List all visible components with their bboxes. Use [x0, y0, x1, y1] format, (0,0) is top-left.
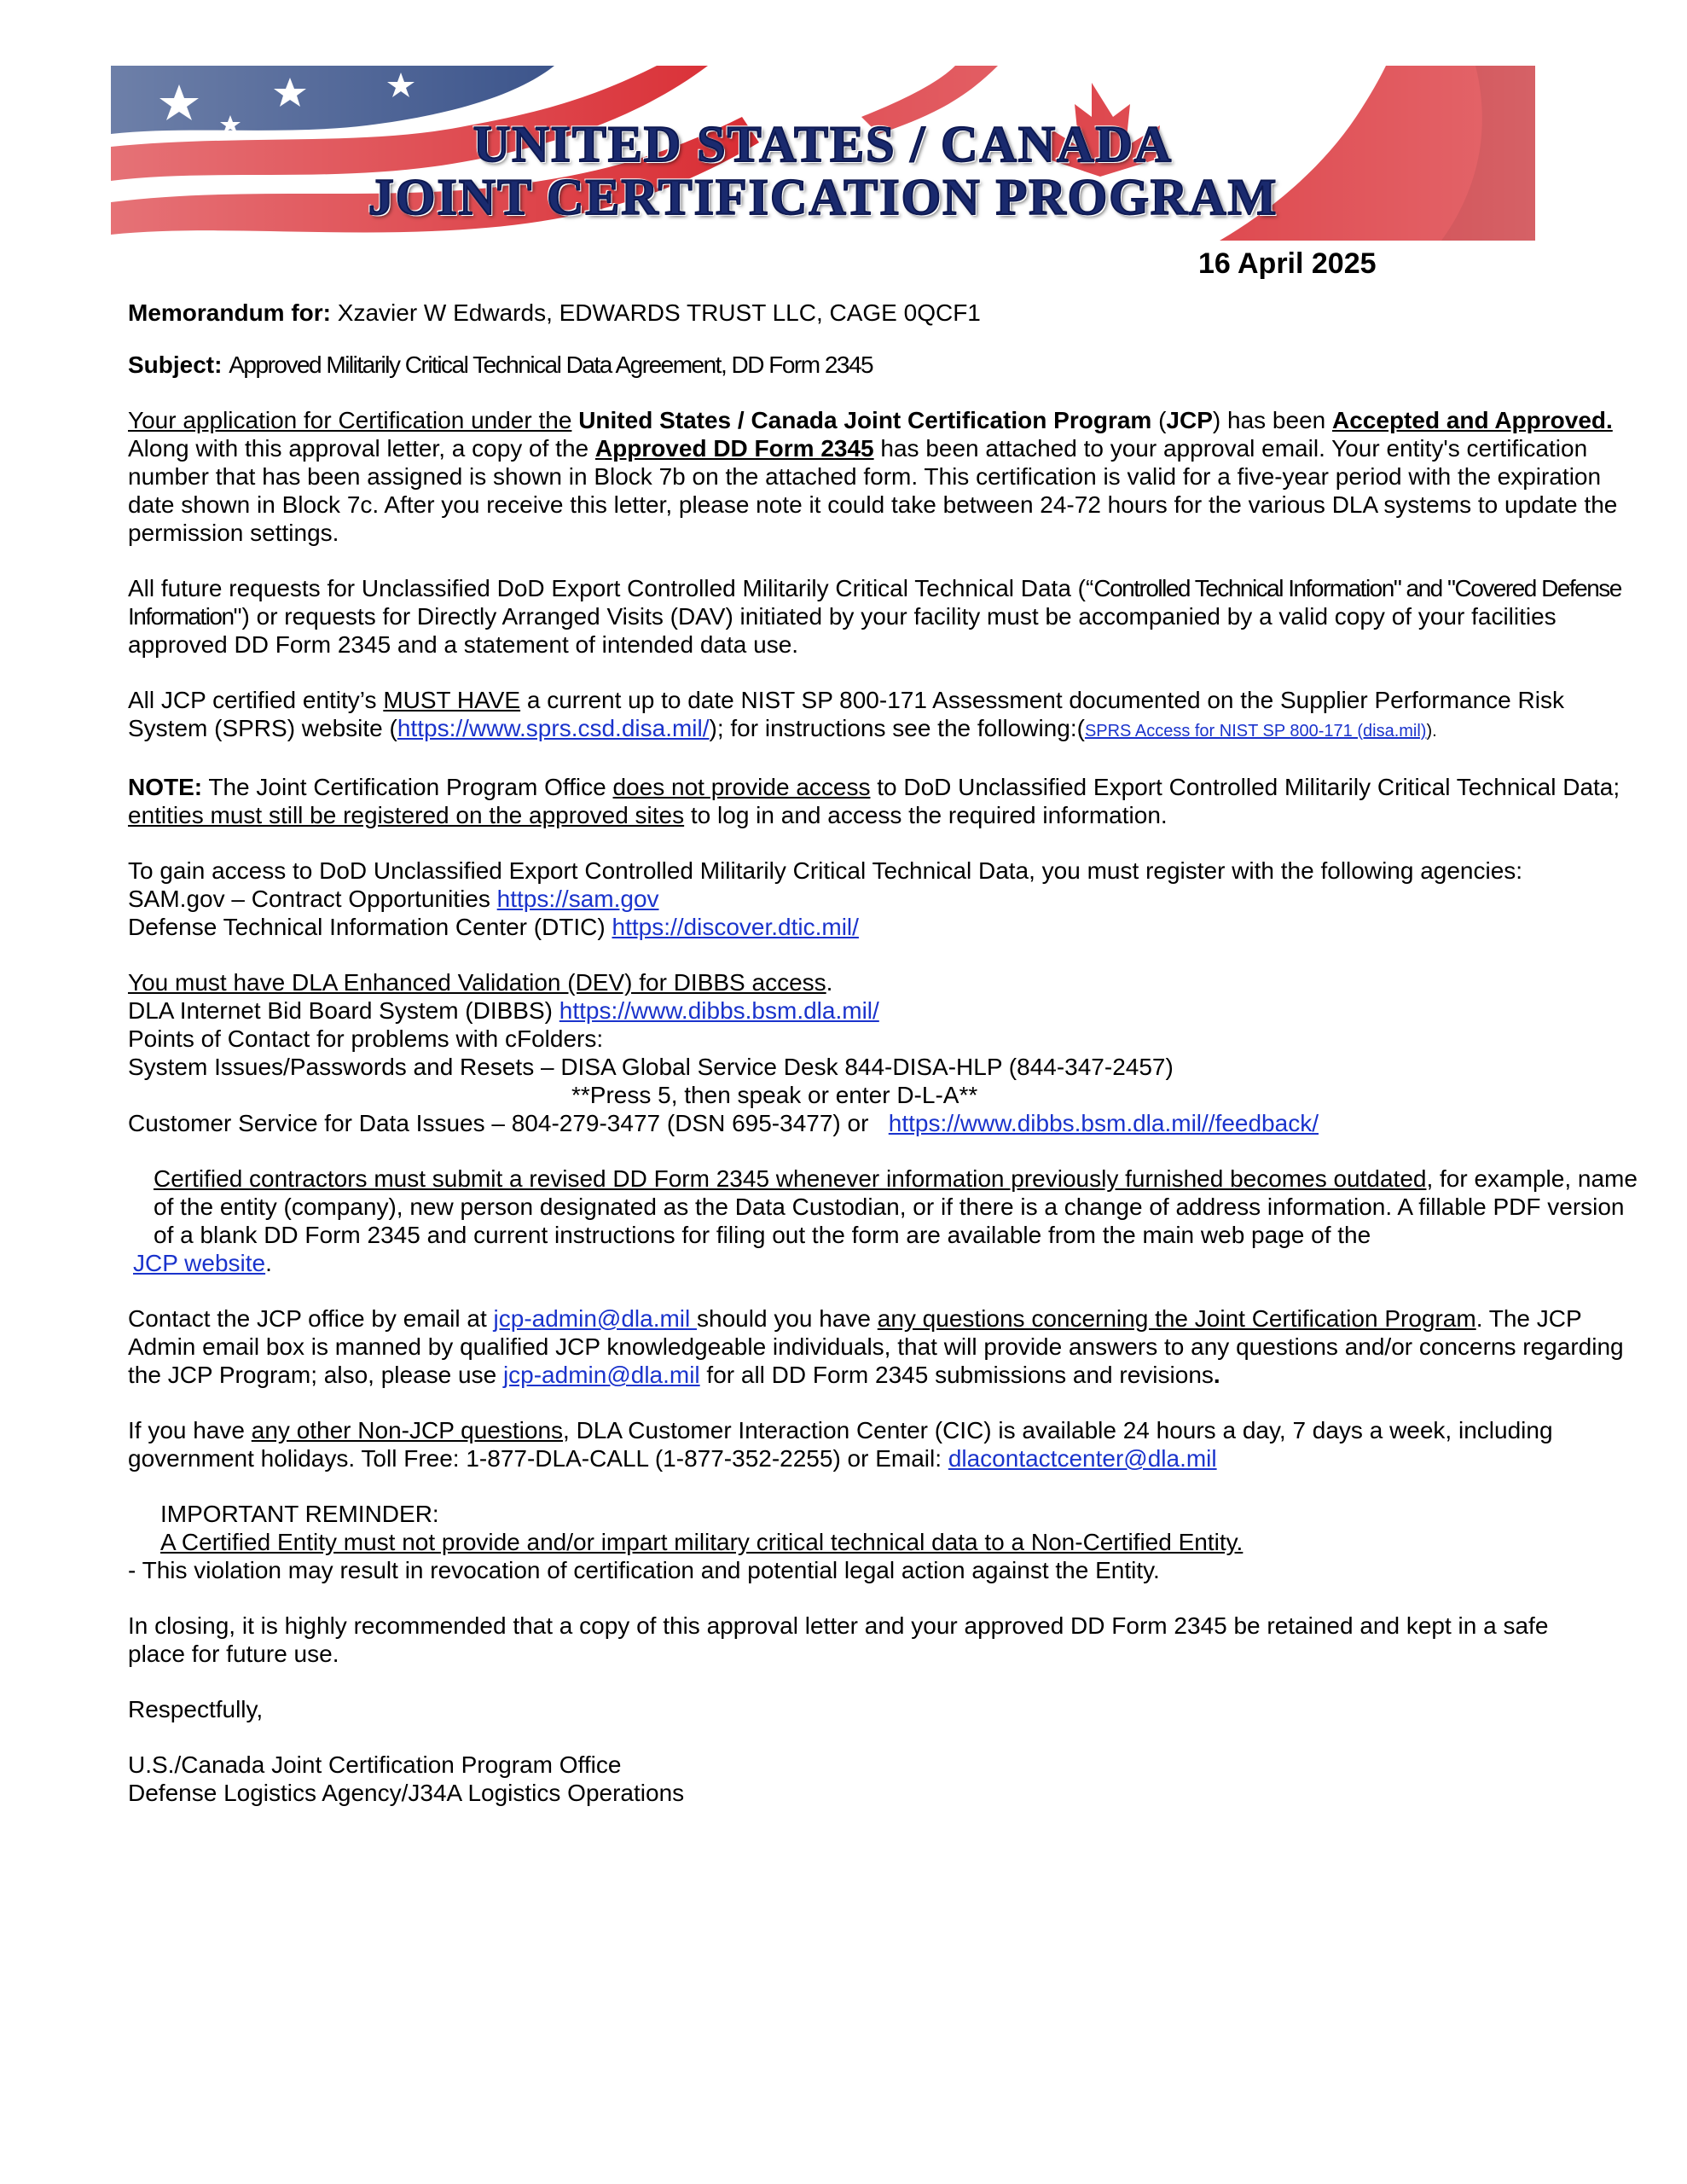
subject-label: Subject:: [128, 351, 223, 378]
memo-label: Memorandum for:: [128, 299, 331, 326]
p1-g: Along with this approval letter, a copy of the: [128, 435, 595, 462]
p8-f: .: [1213, 1362, 1220, 1388]
p8-d: . The JCP Admin email box is manned by qualified JCP knowledgeable individuals, that will provide answers to any questions and/or concerns regarding the JCP Program; also, please use: [128, 1305, 1624, 1388]
p3-e: ); for instructions see the following:(: [709, 715, 1085, 741]
contact-paragraph: [128, 1304, 1629, 1389]
dibbs-link[interactable]: https://www.dibbs.bsm.dla.mil/: [559, 997, 879, 1024]
banner-title-line1: UNITED STATES / CANADA: [472, 116, 1174, 172]
closing-paragraph: In closing, it is highly recommended that a copy of this approval letter and your approved DD Form 2345 be retained and kept in a safe place for future use.: [128, 1612, 1549, 1667]
p2-b: Controlled Technical Information" and "Covered Defense Information: [128, 575, 1621, 630]
letter-date: 16 April 2025: [1198, 247, 1377, 280]
dtic-link[interactable]: https://discover.dtic.mil/: [612, 914, 859, 940]
p2-c: ") or requests for Directly Arranged Visits (DAV) initiated by your facility must be accompanied by a valid copy of your facilities approved DD Form 2345 and a statement of intended data use.: [128, 603, 1557, 658]
p7-end: .: [265, 1250, 272, 1276]
dibbs-paragraph: [128, 968, 1629, 1137]
note-paragraph: [128, 773, 1629, 829]
cic-paragraph: [128, 1416, 1629, 1472]
p1-program-name: United States / Canada Joint Certification Program: [578, 407, 1152, 433]
subject-value: Approved Militarily Critical Technical Data Agreement, DD Form 2345: [229, 351, 873, 378]
signature-line1: U.S./Canada Joint Certification Program Office: [128, 1751, 622, 1778]
respectfully: Respectfully,: [128, 1696, 264, 1722]
p8-a: Contact the JCP office by email at: [128, 1305, 494, 1332]
reminder-line: A Certified Entity must not provide and/or impart military critical technical data to a Non-Certified Entity.: [160, 1529, 1244, 1555]
p1-e: ) has been: [1212, 407, 1332, 433]
signature-line2: Defense Logistics Agency/J34A Logistics Operations: [128, 1780, 685, 1806]
p1-c: (: [1151, 407, 1167, 433]
memorandum-body: [128, 299, 1638, 1834]
p5-intro: To gain access to DoD Unclassified Export Controlled Militarily Critical Technical Data, you must register with the following agencies:: [128, 857, 1523, 884]
p9-b: any other Non-JCP questions: [251, 1417, 564, 1443]
p4-b: The Joint Certification Program Office: [202, 774, 613, 800]
reminder-block: [128, 1500, 1629, 1584]
p1-accepted: Accepted and Approved.: [1332, 407, 1613, 433]
reminder-violation: - This violation may result in revocation of certification and potential legal action against the Entity.: [128, 1557, 1160, 1583]
reminder-title: IMPORTANT REMINDER:: [160, 1501, 439, 1527]
p2-a: All future requests for Unclassified DoD Export Controlled Militarily Critical Technical Data (“: [128, 575, 1094, 601]
sam-label: SAM.gov – Contract Opportunities: [128, 886, 497, 912]
signature-block: [128, 1751, 1629, 1807]
p4-c: does not provide access: [612, 774, 871, 800]
p8-c: any questions concerning the Joint Certification Program: [877, 1305, 1476, 1332]
system-issues-line: System Issues/Passwords and Resets – DISA Global Service Desk 844-DISA-HLP (844-347-2457): [128, 1054, 1174, 1080]
memo-recipient: Xzavier W Edwards, EDWARDS TRUST LLC, CAGE 0QCF1: [337, 299, 981, 326]
p1-a: Your application for Certification under the: [128, 407, 572, 433]
p3-a: All JCP certified entity’s: [128, 687, 384, 713]
jcp-admin-email-link[interactable]: jcp-admin@dla.mil: [493, 1305, 698, 1332]
p4-f: to log in and access the required information.: [684, 802, 1168, 828]
jcp-website-link[interactable]: JCP website: [133, 1250, 266, 1276]
note-label: NOTE:: [128, 774, 203, 800]
p3-must-have: MUST HAVE: [383, 687, 521, 713]
future-requests-paragraph: [128, 574, 1629, 659]
memo-line: [128, 299, 1629, 327]
p9-c: , DLA Customer Interaction Center (CIC) is available 24 hours a day, 7 days a week, including government holidays. Toll Free: 1-877-DLA-CALL (1-877-352-2255) or Email:: [128, 1417, 1553, 1472]
jcp-admin-email-link-2[interactable]: jcp-admin@dla.mil: [502, 1362, 700, 1388]
jcp-banner: [111, 66, 1535, 241]
p8-e: for all DD Form 2345 submissions and revisions: [699, 1362, 1214, 1388]
dev-end: .: [826, 969, 833, 996]
p8-b: should you have: [697, 1305, 878, 1332]
banner-title-line2: JOINT CERTIFICATION PROGRAM: [368, 169, 1278, 225]
p1-i: has been attached to your approval email. Your entity's certification number that has been assigned is shown in Block 7b on the attached form. This certification is valid for a five-year period with the expiration date shown in Block 7c. After you receive this letter, please note it could take between 24-72 hours for the various DLA systems to update the permission settings.: [128, 435, 1618, 546]
p4-e: entities must still be registered on the approved sites: [128, 802, 685, 828]
sprs-link[interactable]: https://www.sprs.csd.disa.mil/: [397, 715, 710, 741]
poc-line: Points of Contact for problems with cFolders:: [128, 1025, 604, 1052]
sprs-access-link[interactable]: SPRS Access for NIST SP 800-171 (disa.mil): [1084, 722, 1427, 741]
sam-link[interactable]: https://sam.gov: [496, 886, 659, 912]
p1-approved-form: Approved DD Form 2345: [594, 435, 874, 462]
approval-paragraph: [128, 406, 1629, 547]
reminder-line-wrap: [128, 1528, 1243, 1556]
dev-requirement: You must have DLA Enhanced Validation (DEV) for DIBBS access: [128, 969, 826, 996]
p3-g: ).: [1426, 722, 1437, 741]
p9-a: If you have: [128, 1417, 252, 1443]
sprs-paragraph: [128, 686, 1629, 746]
registration-paragraph: [128, 857, 1629, 941]
p3-c: a current up to date NIST SP 800-171 Assessment documented on the Supplier Performance Risk System (SPRS) website (: [128, 687, 1564, 741]
p7-a: Certified contractors must submit a revised DD Form 2345 whenever information previously furnished becomes outdated: [154, 1165, 1427, 1192]
p7-b: , for example, name of the entity (company), new person designated as the Data Custodian, or if there is a change of address information. A fillable PDF version of a blank DD Form 2345 and current instructions for filing out the form are available from the main web page of the: [154, 1165, 1638, 1248]
feedback-link[interactable]: https://www.dibbs.bsm.dla.mil//feedback/: [888, 1110, 1319, 1136]
customer-service-label: Customer Service for Data Issues – 804-279-3477 (DSN 695-3477) or: [128, 1110, 889, 1136]
dtic-label: Defense Technical Information Center (DTIC): [128, 914, 612, 940]
p4-d: to DoD Unclassified Export Controlled Militarily Critical Technical Data;: [870, 774, 1620, 800]
dibbs-label: DLA Internet Bid Board System (DIBBS): [128, 997, 559, 1024]
dla-contact-email-link[interactable]: dlacontactcenter@dla.mil: [948, 1445, 1217, 1472]
press-instruction: **Press 5, then speak or enter D-L-A**: [571, 1082, 978, 1108]
p1-jcp: JCP: [1166, 407, 1213, 433]
subject-line: [128, 351, 1629, 379]
revision-paragraph: [128, 1165, 1638, 1277]
